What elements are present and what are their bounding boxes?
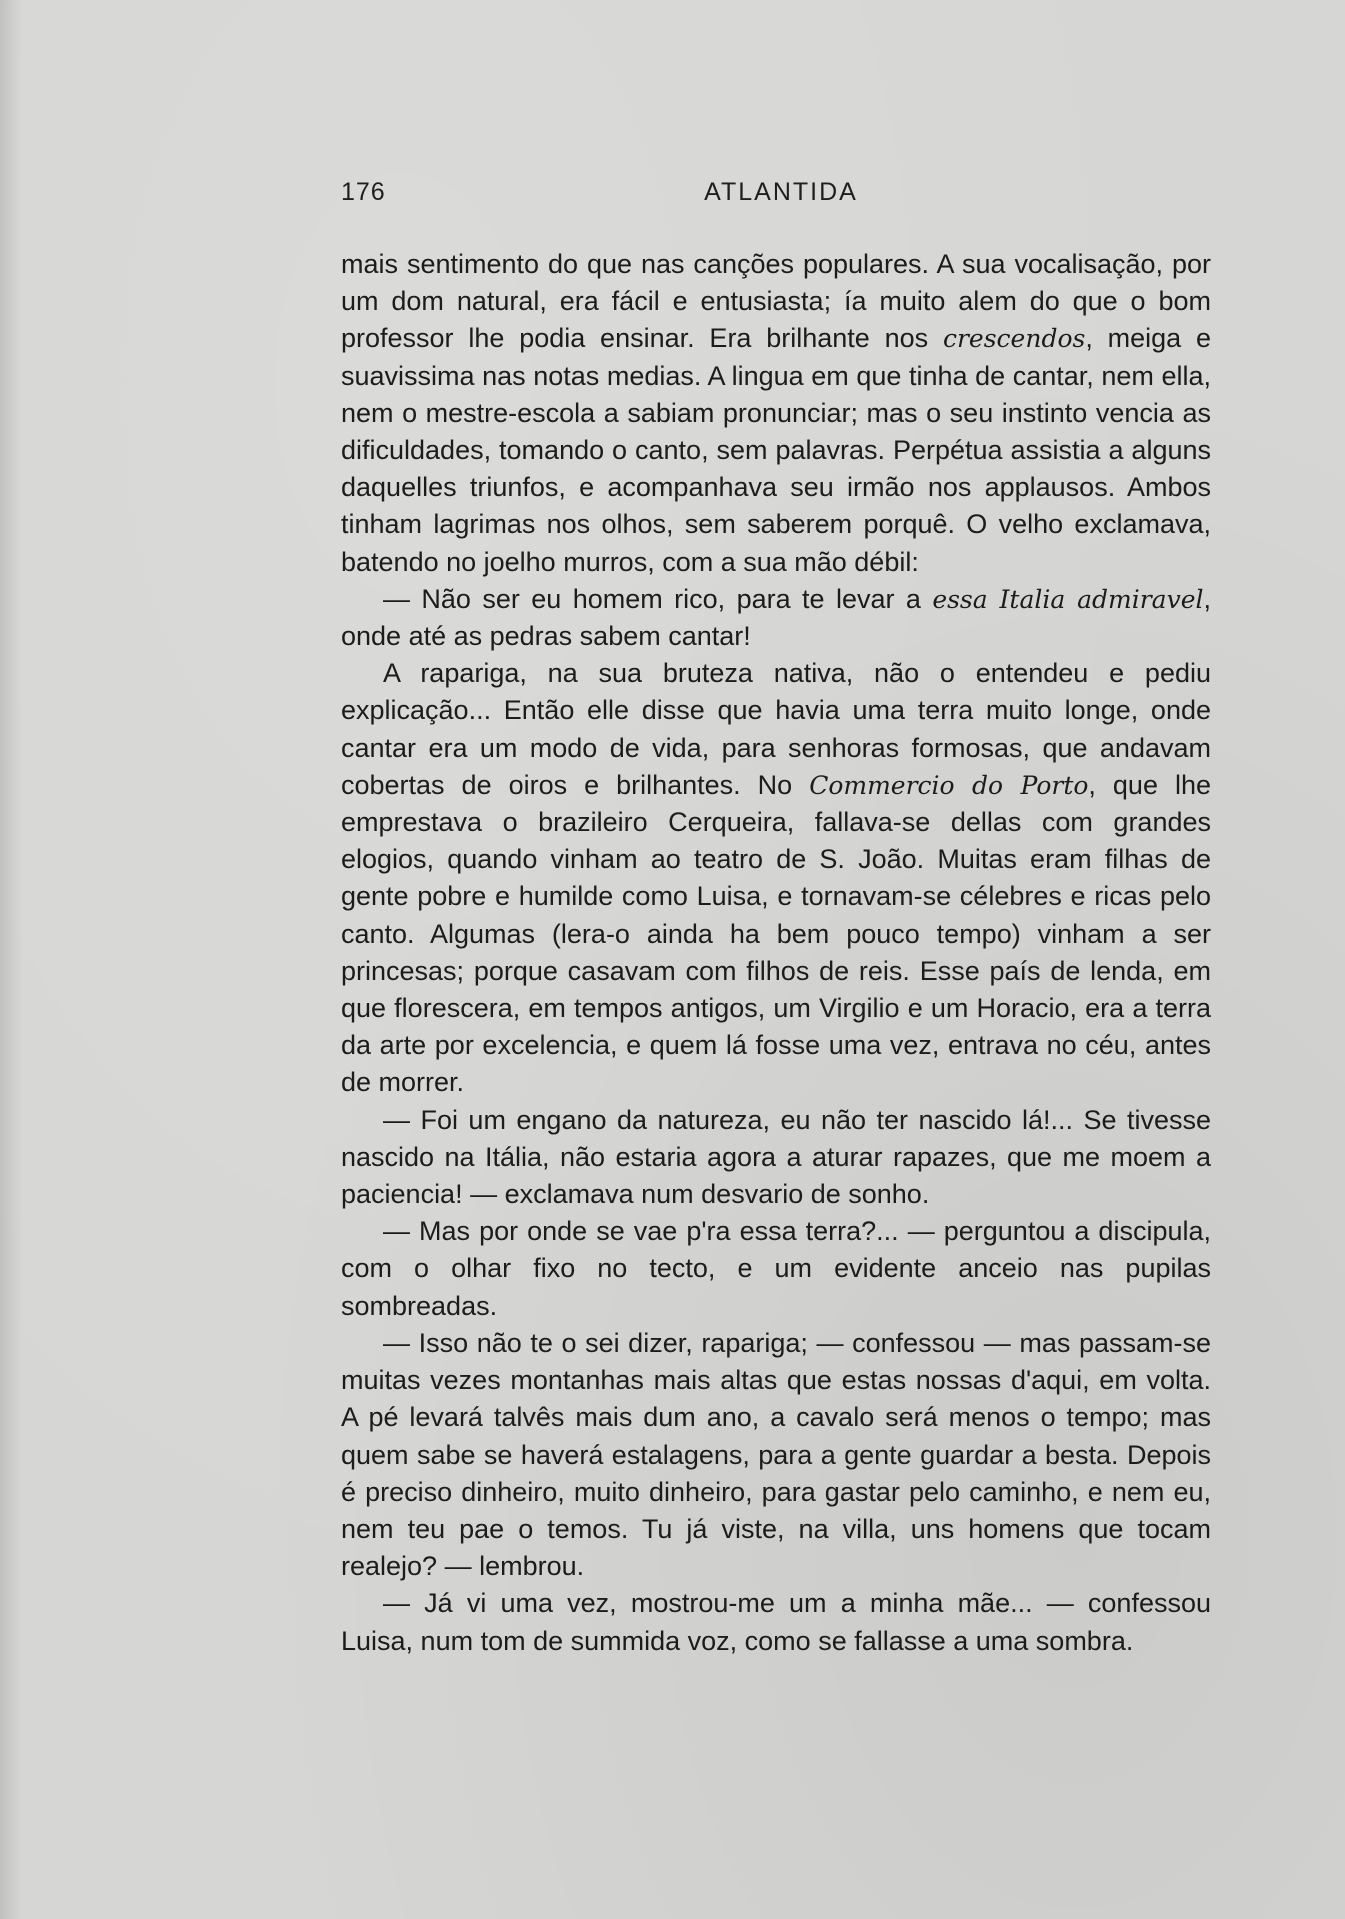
body-text <box>341 246 1211 1660</box>
text-run: A rapariga, na sua bruteza nativa, não o entendeu e pediu explicação... Então elle disse que havia uma terra muito longe, onde cantar era um modo de vida, para senhoras formosas, que andavam cobertas de oiros e brilhantes. No <box>341 658 1211 800</box>
paragraph <box>341 655 1211 1101</box>
paragraph <box>341 1585 1211 1659</box>
book-title: ATLANTIDA <box>704 178 858 206</box>
running-head <box>341 178 1211 214</box>
text-run: , onde até as pedras sabem cantar! <box>341 583 1212 652</box>
italic-phrase: essa Italia admiravel <box>932 584 1204 614</box>
paragraph <box>341 1213 1211 1325</box>
text-run: — Já vi uma vez, mostrou-me um a minha mãe... — confessou Luisa, num tom de summida voz, como se fallasse a uma sombra. <box>341 1588 1211 1656</box>
text-run: — Mas por onde se vae p'ra essa terra?... — perguntou a discipula, com o olhar fixo no tecto, e um evidente anceio nas pupilas sombreadas. <box>341 1216 1211 1321</box>
paragraph <box>341 1102 1211 1214</box>
page-number: 176 <box>341 178 386 206</box>
italic-phrase: crescendos <box>942 324 1086 354</box>
text-run: , que lhe emprestava o brazileiro Cerqueira, fallava-se dellas com grandes elogios, quando vinham ao teatro de S. João. Muitas eram filhas de gente pobre e humilde como Luisa, e tornavam-se célebres e ricas pelo canto. Algumas (lera-o ainda ha bem pouco tempo) vinham a ser princesas; porque casavam com filhos de reis. Esse país de lenda, em que florescera, em tempos antigos, um Virgilio e um Horacio, era a terra da arte por excelencia, e quem lá fosse uma vez, entrava no céu, antes de morrer. <box>341 769 1211 1098</box>
text-run: mais sentimento do que nas canções populares. A sua vocalisação, por um dom natural, era fácil e entusiasta; ía muito alem do que o bom professor lhe podia ensinar. Era brilhante nos <box>341 249 1211 354</box>
paragraph <box>341 1325 1211 1585</box>
text-run: — Não ser eu homem rico, para te levar a <box>383 583 933 614</box>
text-run: , meiga e suavissima nas notas medias. A lingua em que tinha de cantar, nem ella, nem o mestre-escola a sabiam pronunciar; mas o seu instinto vencia as dificuldades, tomando o canto, sem palavras. Perpétua assistia a alguns daquelles triunfos, e acompanhava seu irmão nos applausos. Ambos tinham lagrimas nos olhos, sem saberem porquê. O velho exclamava, batendo no joelho murros, com a sua mão débil: <box>341 323 1211 577</box>
text-run: — Foi um engano da natureza, eu não ter nascido lá!... Se tivesse nascido na Itália, não estaria agora a aturar rapazes, que me moem a paciencia! — exclamava num desvario de sonho. <box>341 1104 1211 1210</box>
text-run: — Isso não te o sei dizer, rapariga; — confessou — mas passam-se muitas vezes montanhas mais altas que estas nossas d'aqui, em volta. A pé levará talvês mais dum ano, a cavalo será menos o tempo; mas quem sabe se haverá estalagens, para a gente guardar a besta. Depois é preciso dinheiro, muito dinheiro, para gastar pelo caminho, e nem eu, nem teu pae o temos. Tu já viste, na villa, uns homens que tocam realejo? — lembrou. <box>341 1327 1211 1582</box>
paragraph <box>341 581 1211 655</box>
italic-phrase: Commercio do Porto <box>809 770 1089 800</box>
paragraph <box>341 246 1211 581</box>
page-gutter-shadow <box>0 0 22 1919</box>
